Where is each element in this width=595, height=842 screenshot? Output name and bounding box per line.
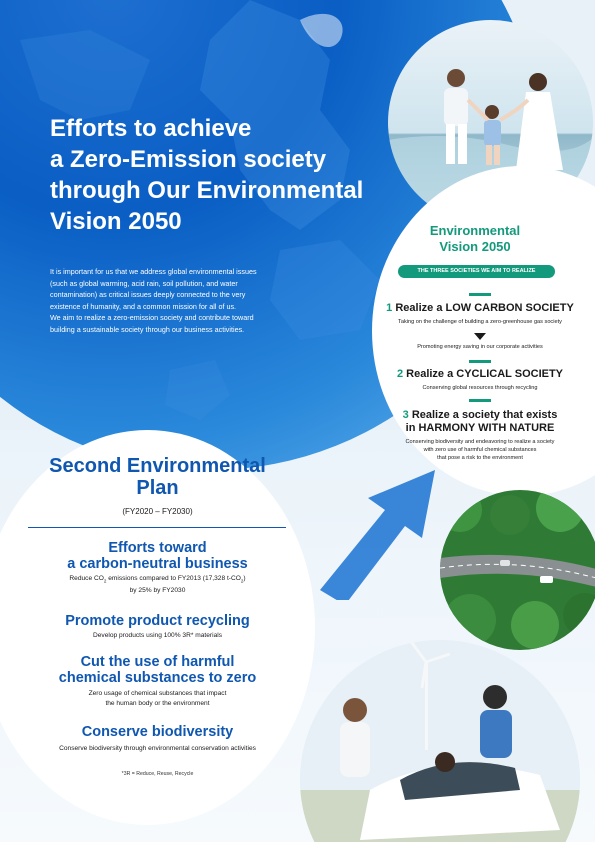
item-1-title [20, 540, 295, 572]
desc-text: the human body or the environment [105, 699, 210, 707]
divider-bar [469, 360, 491, 363]
desc-text: emissions compared to FY2013 (17,328 t-CO [106, 575, 241, 582]
intro-line: contamination) as critical issues deeply connected to the very [50, 290, 246, 299]
item-2-title: Promote product recycling [65, 613, 250, 629]
society-title: Realize a society that exists [408, 409, 558, 421]
intro-line: It is important for us that we address global environmental issues [50, 267, 257, 276]
headline-line: a Zero-Emission society [50, 146, 327, 173]
item-4-title: Conserve biodiversity [81, 724, 234, 740]
arrow-graphic [310, 440, 460, 600]
society-1-desc-2: Promoting energy saving in our corporate activities [417, 344, 543, 350]
society-number: 1 [386, 302, 393, 314]
intro-line: building a sustainable society through our business activities. [50, 324, 245, 334]
plan-period: (FY2020 – FY2030) [122, 507, 193, 516]
intro-paragraph [50, 266, 350, 335]
plan-title [20, 455, 295, 499]
desc-text: ) [243, 575, 246, 582]
society-3-heading [370, 409, 590, 435]
society-1-desc: Taking on the challenge of building a zero-greenhouse gas society [398, 319, 562, 325]
desc-text: by 25% by FY2030 [129, 586, 186, 594]
footnote: *3R = Reduce, Reuse, Recycle [121, 771, 194, 777]
vision-title [410, 223, 540, 255]
divider-line [28, 527, 286, 528]
subscript-2: 2 [240, 578, 244, 584]
society-2-heading [370, 368, 590, 381]
item-title-line: Cut the use of harmful [80, 654, 235, 670]
society-title: Realize a LOW CARBON SOCIETY [392, 302, 574, 314]
divider-bar [469, 293, 491, 296]
headline-line: Efforts to achieve [50, 115, 252, 142]
desc-line: that pose a risk to the environment [437, 455, 523, 461]
society-number: 3 [402, 409, 409, 421]
subscript-2: 2 [103, 578, 107, 584]
society-number: 2 [396, 368, 404, 380]
down-arrow-icon [474, 333, 486, 340]
society-2-desc: Conserving global resources through recycling [422, 385, 538, 391]
item-3-title [20, 654, 295, 686]
forest-road-photo [440, 490, 595, 650]
main-headline [50, 113, 363, 237]
plan-title-line: Plan [136, 477, 179, 499]
desc-text: Zero usage of chemical substances that impact [88, 690, 227, 697]
headline-line: Vision 2050 [50, 208, 182, 235]
society-title: Realize a CYCLICAL SOCIETY [403, 368, 564, 380]
item-title-line: a carbon-neutral business [67, 556, 248, 572]
item-3-desc [20, 689, 295, 708]
desc-text: Reduce CO [69, 575, 104, 582]
item-4-desc: Conserve biodiversity through environmental conservation activities [59, 745, 256, 752]
intro-line: (such as global warming, acid rain, soil pollution, and water [50, 278, 238, 288]
three-societies-badge: THE THREE SOCIETIES WE AIM TO REALIZE [398, 265, 555, 278]
vision-title-line: Vision 2050 [439, 239, 511, 254]
society-title: in HARMONY WITH NATURE [405, 422, 555, 434]
desc-line: with zero use of harmful chemical substances [423, 447, 537, 453]
item-1-desc [20, 574, 295, 595]
desc-line: Conserving biodiversity and endeavoring to realize a society [405, 439, 555, 445]
item-title-line: chemical substances to zero [58, 670, 257, 686]
divider-bar [469, 399, 491, 402]
intro-line: existence of humanity, and a common mission for all of us. [50, 301, 237, 311]
headline-line: through Our Environmental [50, 177, 364, 204]
item-title-line: Efforts toward [108, 540, 207, 556]
vision-title-line: Environmental [429, 223, 521, 238]
intro-line: We aim to realize a zero-emission society and contribute toward [50, 313, 254, 322]
society-3-desc [370, 438, 590, 462]
item-2-desc: Develop products using 100% 3R* materials [92, 632, 222, 639]
plan-title-line: Second Environmental [49, 455, 266, 477]
society-1-heading [370, 302, 590, 315]
